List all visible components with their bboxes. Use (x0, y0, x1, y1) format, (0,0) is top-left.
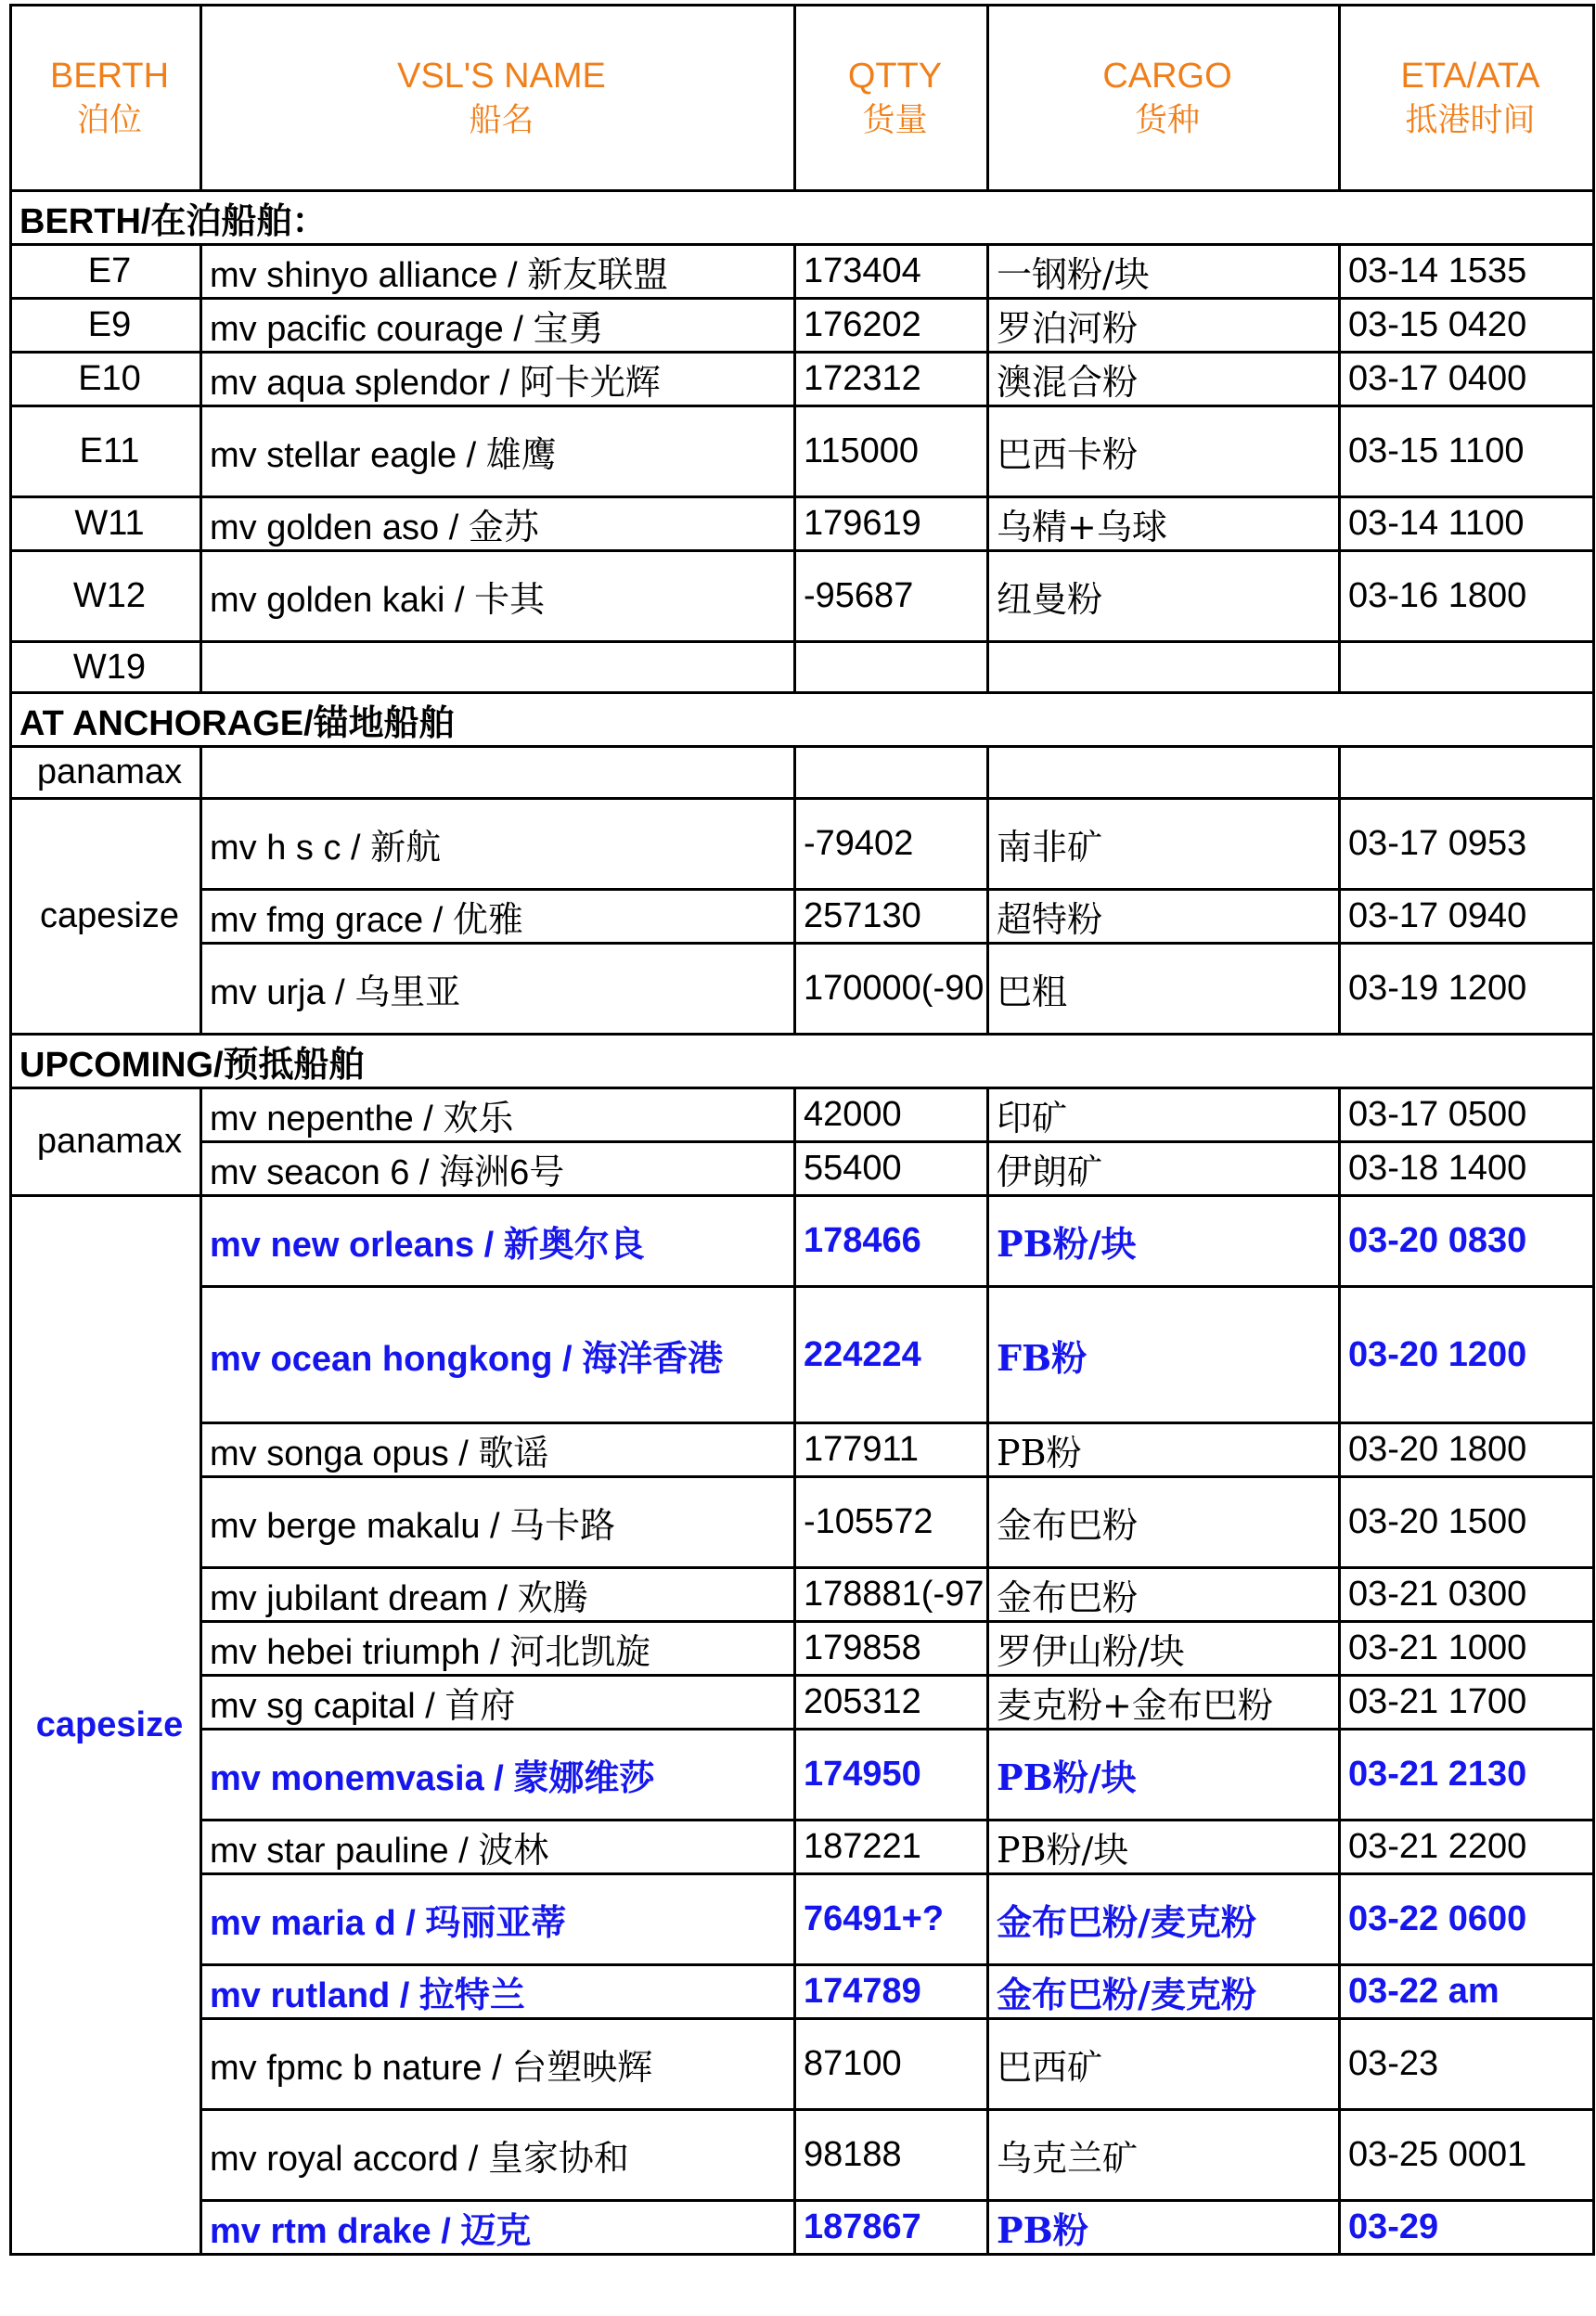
eta-cell: 03-17 0500 (1340, 1088, 1594, 1142)
cargo-cell: PB粉 (988, 1423, 1340, 1477)
table-row (11, 2019, 1594, 2110)
vessel-name-cell: mv golden aso / 金苏 (201, 497, 795, 551)
table-row (11, 1965, 1594, 2019)
vessel-name-cell: mv jubilant dream / 欢腾 (201, 1568, 795, 1622)
quantity-cell: 115000 (795, 406, 988, 497)
cargo-cell: 麦克粉+金布巴粉 (988, 1676, 1340, 1730)
cargo-cell: 纽曼粉 (988, 551, 1340, 642)
eta-cell: 03-21 2130 (1340, 1730, 1594, 1821)
section-anchorage: AT ANCHORAGE/锚地船舶 (11, 693, 1594, 747)
table-row (11, 890, 1594, 944)
header-berth: BERTH 泊位 (11, 6, 201, 191)
berth-cell: E11 (11, 406, 201, 497)
cargo-cell: 乌克兰矿 (988, 2110, 1340, 2201)
table-row (11, 2110, 1594, 2201)
eta-cell: 03-17 0400 (1340, 353, 1594, 406)
cargo-cell (988, 642, 1340, 693)
vessel-name-cell: mv shinyo alliance / 新友联盟 (201, 245, 795, 299)
cargo-cell: 罗伊山粉/块 (988, 1622, 1340, 1676)
table-row (11, 944, 1594, 1035)
table-row (11, 1821, 1594, 1874)
eta-cell: 03-20 1500 (1340, 1477, 1594, 1568)
vessel-name-cell: mv star pauline / 波林 (201, 1821, 795, 1874)
table-row (11, 1568, 1594, 1622)
cargo-cell: 巴粗 (988, 944, 1340, 1035)
vessel-name-cell: mv songa opus / 歌谣 (201, 1423, 795, 1477)
header-quantity: QTTY 货量 (795, 6, 988, 191)
eta-cell: 03-21 1000 (1340, 1622, 1594, 1676)
quantity-cell: 179619 (795, 497, 988, 551)
table-row (11, 2201, 1594, 2255)
eta-cell: 03-20 0830 (1340, 1196, 1594, 1287)
eta-cell: 03-20 1800 (1340, 1423, 1594, 1477)
vessel-name-cell: mv ocean hongkong / 海洋香港 (201, 1287, 795, 1423)
eta-cell: 03-19 1200 (1340, 944, 1594, 1035)
vessel-name-cell: mv rtm drake / 迈克 (201, 2201, 795, 2255)
header-vessel-name: VSL'S NAME 船名 (201, 6, 795, 191)
eta-cell: 03-25 0001 (1340, 2110, 1594, 2201)
table-row (11, 799, 1594, 890)
table-row (11, 1622, 1594, 1676)
eta-cell: 03-22 am (1340, 1965, 1594, 2019)
table-row (11, 1477, 1594, 1568)
eta-cell: 03-21 1700 (1340, 1676, 1594, 1730)
cargo-cell: 金布巴粉 (988, 1477, 1340, 1568)
vessel-name-cell: mv rutland / 拉特兰 (201, 1965, 795, 2019)
cargo-cell: 巴西矿 (988, 2019, 1340, 2110)
quantity-cell: 87100 (795, 2019, 988, 2110)
table-row (11, 1676, 1594, 1730)
quantity-cell (795, 642, 988, 693)
quantity-cell: 172312 (795, 353, 988, 406)
quantity-cell: 205312 (795, 1676, 988, 1730)
group-label: panamax (11, 1088, 201, 1196)
table-row (11, 642, 1594, 693)
eta-cell: 03-14 1100 (1340, 497, 1594, 551)
cargo-cell: 金布巴粉 (988, 1568, 1340, 1622)
upcoming-capesize-section (11, 1196, 1594, 2255)
quantity-cell: 174950 (795, 1730, 988, 1821)
group-label: capesize (11, 1196, 201, 2255)
eta-cell: 03-29 (1340, 2201, 1594, 2255)
vessel-name-cell: mv seacon 6 / 海洲6号 (201, 1142, 795, 1196)
cargo-cell: 巴西卡粉 (988, 406, 1340, 497)
vessel-name-cell: mv sg capital / 首府 (201, 1676, 795, 1730)
berth-cell: E10 (11, 353, 201, 406)
berth-cell: E9 (11, 299, 201, 353)
vessel-name-cell: mv fmg grace / 优雅 (201, 890, 795, 944)
eta-cell (1340, 642, 1594, 693)
quantity-cell: 174789 (795, 1965, 988, 2019)
eta-cell: 03-17 0953 (1340, 799, 1594, 890)
quantity-cell: 224224 (795, 1287, 988, 1423)
eta-cell: 03-22 0600 (1340, 1874, 1594, 1965)
vessel-name-cell: mv hebei triumph / 河北凯旋 (201, 1622, 795, 1676)
cargo-cell: 金布巴粉/麦克粉 (988, 1965, 1340, 2019)
quantity-cell: 187221 (795, 1821, 988, 1874)
vessel-name-cell: mv royal accord / 皇家协和 (201, 2110, 795, 2201)
berth-cell: W12 (11, 551, 201, 642)
vessel-name-cell: mv nepenthe / 欢乐 (201, 1088, 795, 1142)
cargo-cell: 罗泊河粉 (988, 299, 1340, 353)
header-eta: ETA/ATA 抵港时间 (1340, 6, 1594, 191)
vessel-name-cell: mv pacific courage / 宝勇 (201, 299, 795, 353)
quantity-cell: 55400 (795, 1142, 988, 1196)
cargo-cell: 伊朗矿 (988, 1142, 1340, 1196)
table-row (11, 1196, 1594, 1287)
vessel-name-cell: mv maria d / 玛丽亚蒂 (201, 1874, 795, 1965)
berth-cell: W19 (11, 642, 201, 693)
quantity-cell: -105572 (795, 1477, 988, 1568)
cargo-cell: 超特粉 (988, 890, 1340, 944)
cargo-cell: PB粉/块 (988, 1821, 1340, 1874)
upcoming-panamax-section (11, 1088, 1594, 1196)
quantity-cell: 98188 (795, 2110, 988, 2201)
section-berth: BERTH/在泊船舶： (11, 191, 1594, 245)
anchorage-capesize-section (11, 799, 1594, 1035)
cargo-cell: 乌精+乌球 (988, 497, 1340, 551)
table-row (11, 551, 1594, 642)
vessel-name-cell: mv golden kaki / 卡其 (201, 551, 795, 642)
table-row (11, 1088, 1594, 1142)
ship-schedule-table (9, 4, 1595, 2256)
table-row (11, 1423, 1594, 1477)
cargo-cell: FB粉 (988, 1287, 1340, 1423)
cargo-cell: 南非矿 (988, 799, 1340, 890)
vessel-name-cell: mv fpmc b nature / 台塑映辉 (201, 2019, 795, 2110)
table-row (11, 1874, 1594, 1965)
berth-cell: E7 (11, 245, 201, 299)
cargo-cell: PB粉/块 (988, 1196, 1340, 1287)
vessel-name-cell: mv aqua splendor / 阿卡光辉 (201, 353, 795, 406)
header-cargo: CARGO 货种 (988, 6, 1340, 191)
table-row (11, 1730, 1594, 1821)
quantity-cell: 176202 (795, 299, 988, 353)
vessel-name-cell: mv urja / 乌里亚 (201, 944, 795, 1035)
table-row (11, 245, 1594, 299)
vessel-name-cell (201, 642, 795, 693)
eta-cell: 03-15 1100 (1340, 406, 1594, 497)
vessel-name-cell: mv h s c / 新航 (201, 799, 795, 890)
table-row (11, 406, 1594, 497)
quantity-cell: 76491+? (795, 1874, 988, 1965)
cargo-cell: PB粉/块 (988, 1730, 1340, 1821)
cargo-cell: 印矿 (988, 1088, 1340, 1142)
cargo-cell: PB粉 (988, 2201, 1340, 2255)
group-label: capesize (11, 799, 201, 1035)
berth-cell: W11 (11, 497, 201, 551)
quantity-cell: 187867 (795, 2201, 988, 2255)
table-row (11, 1287, 1594, 1423)
vessel-name-cell: mv berge makalu / 马卡路 (201, 1477, 795, 1568)
quantity-cell: 257130 (795, 890, 988, 944)
eta-cell: 03-14 1535 (1340, 245, 1594, 299)
vessel-name-cell: mv stellar eagle / 雄鹰 (201, 406, 795, 497)
eta-cell: 03-21 0300 (1340, 1568, 1594, 1622)
table-row (11, 353, 1594, 406)
table-row (11, 299, 1594, 353)
quantity-cell: 177911 (795, 1423, 988, 1477)
quantity-cell: 170000(-90 (795, 944, 988, 1035)
eta-cell: 03-15 0420 (1340, 299, 1594, 353)
cargo-cell: 澳混合粉 (988, 353, 1340, 406)
table-row (11, 497, 1594, 551)
quantity-cell: 179858 (795, 1622, 988, 1676)
quantity-cell: -95687 (795, 551, 988, 642)
quantity-cell: 173404 (795, 245, 988, 299)
vessel-name-cell: mv monemvasia / 蒙娜维莎 (201, 1730, 795, 1821)
cargo-cell: 一钢粉/块 (988, 245, 1340, 299)
section-upcoming: UPCOMING/预抵船舶 (11, 1035, 1594, 1088)
eta-cell: 03-20 1200 (1340, 1287, 1594, 1423)
quantity-cell: -79402 (795, 799, 988, 890)
eta-cell: 03-23 (1340, 2019, 1594, 2110)
berth-section (11, 245, 1594, 693)
eta-cell: 03-16 1800 (1340, 551, 1594, 642)
eta-cell: 03-18 1400 (1340, 1142, 1594, 1196)
eta-cell: 03-21 2200 (1340, 1821, 1594, 1874)
eta-cell: 03-17 0940 (1340, 890, 1594, 944)
header-row (11, 6, 1594, 191)
quantity-cell: 178466 (795, 1196, 988, 1287)
quantity-cell: 42000 (795, 1088, 988, 1142)
anchorage-panamax-row (11, 747, 1594, 799)
group-label: panamax (11, 747, 201, 799)
table-row (11, 1142, 1594, 1196)
cargo-cell: 金布巴粉/麦克粉 (988, 1874, 1340, 1965)
quantity-cell: 178881(-97 (795, 1568, 988, 1622)
vessel-name-cell: mv new orleans / 新奥尔良 (201, 1196, 795, 1287)
